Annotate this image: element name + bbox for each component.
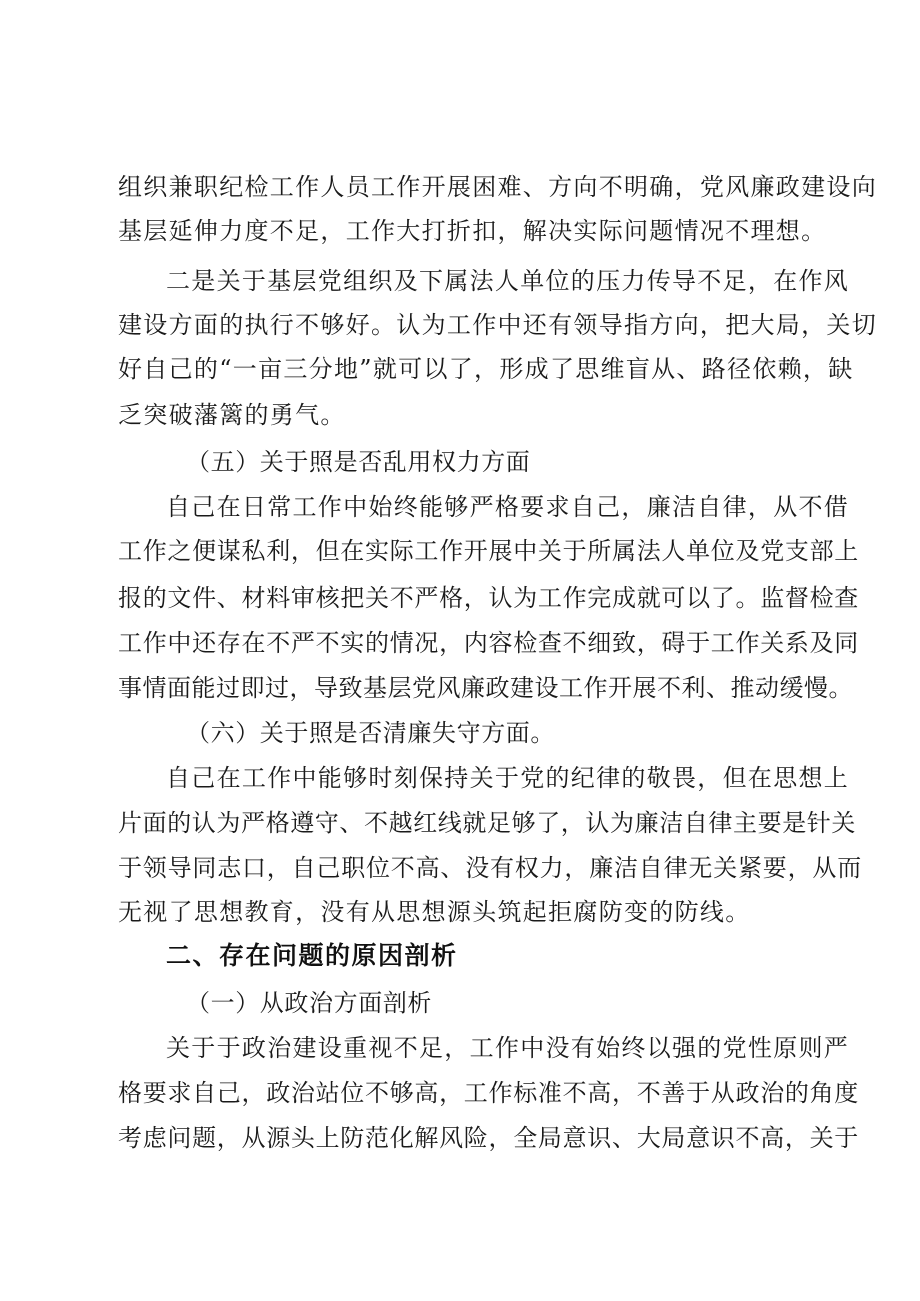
- paragraph-line: 考虑问题，从源头上防范化解风险，全局意识、大局意识不高，关于: [118, 1124, 859, 1152]
- paragraph-line: 关于于政治建设重视不足，工作中没有始终以强的党性原则严: [166, 1034, 850, 1062]
- paragraph-line: 自己在工作中能够时刻保持关于党的纪律的敬畏，但在思想上: [166, 764, 850, 792]
- paragraph-line: 报的文件、材料审核把关不严格，认为工作完成就可以了。监督检查: [118, 584, 859, 612]
- section-heading: 二、存在问题的原因剖析: [166, 941, 458, 970]
- paragraph-line: 于领导同志口，自己职位不高、没有权力，廉洁自律无关紧要，从而: [118, 854, 862, 882]
- paragraph-line: 建设方面的执行不够好。认为工作中还有领导指方向，把大局，关切: [118, 311, 877, 339]
- paragraph-line: 基层延伸力度不足，工作大打折扣，解决实际问题情况不理想。: [118, 217, 827, 245]
- paragraph-line: 组织兼职纪检工作人员工作开展困难、方向不明确，党风廉政建设向: [118, 173, 877, 201]
- paragraph-line: 二是关于基层党组织及下属法人单位的压力传导不足，在作风: [166, 267, 850, 295]
- paragraph-line: 事情面能过即过，导致基层党风廉政建设工作开展不利、推动缓慢。: [118, 674, 853, 702]
- paragraph-line: 格要求自己，政治站位不够高，工作标准不高，不善于从政治的角度: [118, 1079, 859, 1107]
- paragraph-line: 乏突破藩篱的勇气。: [118, 401, 346, 429]
- section-subheading: （一）从政治方面剖析: [186, 989, 432, 1017]
- paragraph-line: 好自己的“一亩三分地”就可以了，形成了思维盲从、路径依赖，缺: [118, 355, 854, 383]
- paragraph-line: 自己在日常工作中始终能够严格要求自己，廉洁自律，从不借: [166, 493, 850, 521]
- section-subheading: （六）关于照是否清廉失守方面。: [186, 719, 555, 747]
- paragraph-line: 片面的认为严格遵守、不越红线就足够了，认为廉洁自律主要是针关: [118, 809, 856, 837]
- paragraph-line: 工作之便谋私利，但在实际工作开展中关于所属法人单位及党支部上: [118, 537, 859, 565]
- section-subheading: （五）关于照是否乱用权力方面: [186, 448, 531, 476]
- paragraph-line: 工作中还存在不严不实的情况，内容检查不细致，碍于工作关系及同: [118, 629, 859, 657]
- paragraph-line: 无视了思想教育，没有从思想源头筑起拒腐防变的防线。: [118, 898, 751, 926]
